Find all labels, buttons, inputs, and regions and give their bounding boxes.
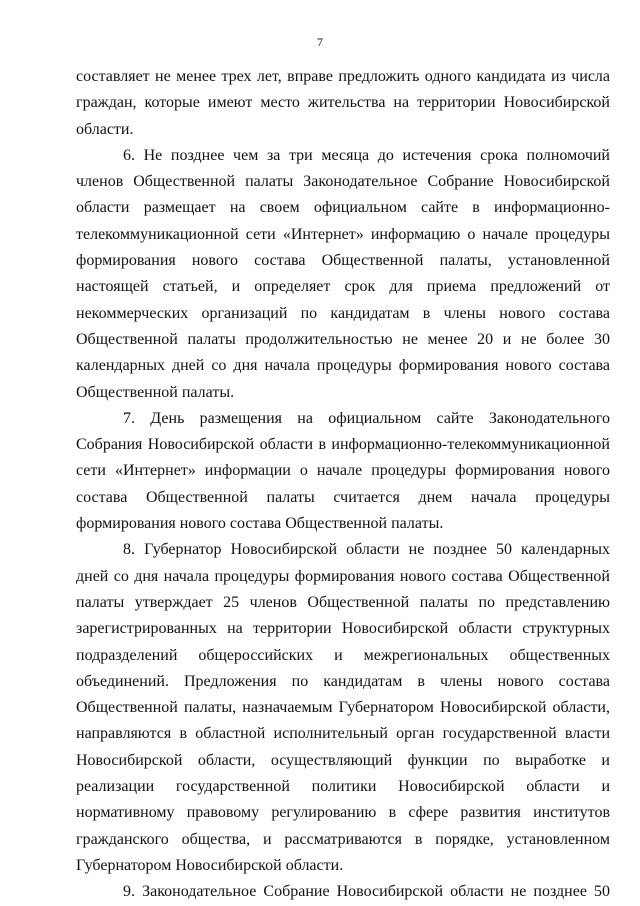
page-number: 7 [317, 35, 323, 49]
document-body [76, 64, 610, 906]
paragraph-item-8: 8. Губернатор Новосибирской области не позднее 50 календарных дней со дня начала процедуры формирования нового состава Общественной палаты утверждает 25 членов Общественной палаты по представлению зарегистрированных на территории Новосибирской области структурных подразделений общероссийских и межрегиональных общественных объединений. Предложения по кандидатам в члены нового состава Общественной палаты, назначаемым Губернатором Новосибирской области, направляются в областной исполнительный орган государственной власти Новосибирской области, осуществляющий функции по выработке и реализации государственной политики Новосибирской области и нормативному правовому регулированию в сфере развития институтов гражданского общества, и рассматриваются в порядке, установленном Губернатором Новосибирской области. [76, 541, 610, 874]
paragraph-item-6: 6. Не позднее чем за три месяца до истечения срока полномочий членов Общественной палаты Законодательное Собрание Новосибирской области размещает на своем официальном сайте в информационно-телекоммуникационной сети «Интернет» информацию о начале процедуры формирования нового состава Общественной палаты, установленной настоящей статьей, и определяет срок для приема предложений от некоммерческих организаций по кандидатам в члены нового состава Общественной палаты продолжительностью не менее 20 и не более 30 календарных дней со дня начала процедуры формирования нового состава Общественной палаты. [76, 146, 610, 401]
paragraph-item-7: 7. День размещения на официальном сайте Законодательного Собрания Новосибирской области в информационно-телекоммуникационной сети «Интернет» информации о начале процедуры формирования нового состава Общественной палаты считается днем начала процедуры формирования нового состава Общественной палаты. [76, 409, 610, 533]
paragraph-continuation: составляет не менее трех лет, вправе предложить одного кандидата из числа граждан, которые имеют место жительства на территории Новосибирской области. [76, 68, 610, 138]
paragraph-item-9: 9. Законодательное Собрание Новосибирской области не позднее 50 [123, 883, 610, 901]
